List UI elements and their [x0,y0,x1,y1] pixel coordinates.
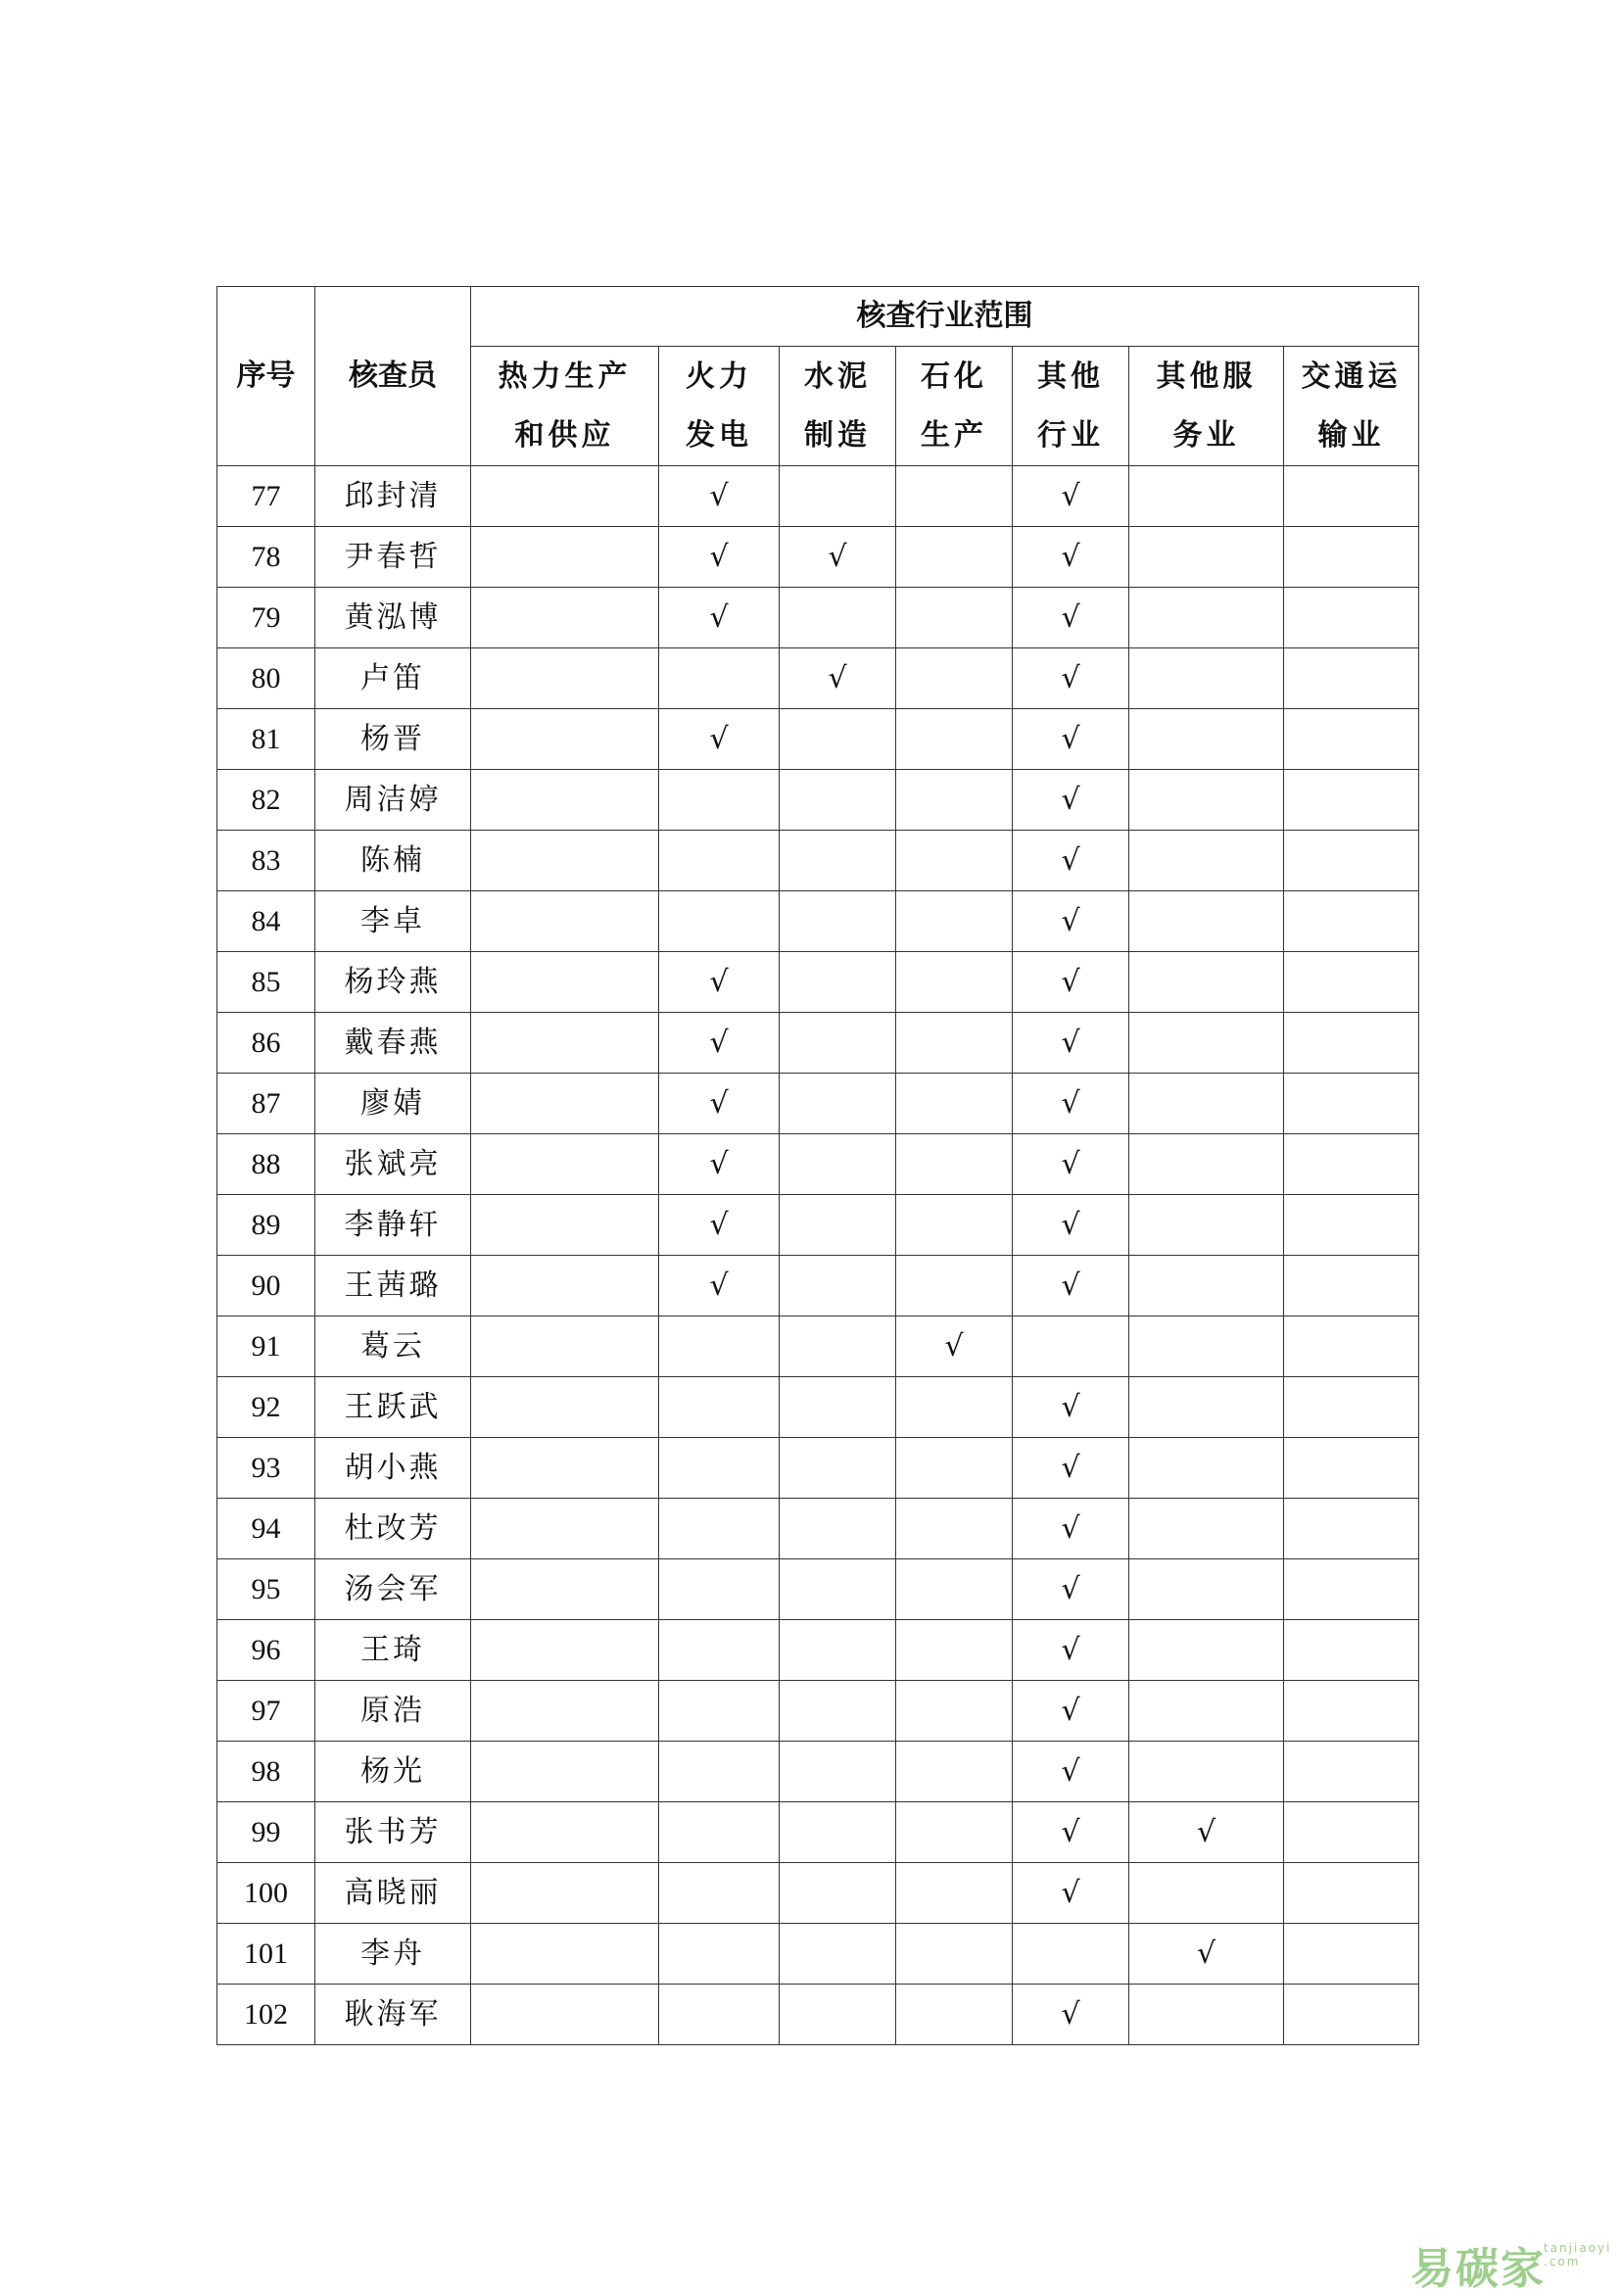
check-mark-cell: √ [780,527,896,588]
empty-cell [1284,1316,1419,1377]
row-number: 102 [217,1985,315,2045]
empty-cell [1129,1134,1284,1195]
empty-cell [780,770,896,831]
empty-cell [471,1316,659,1377]
empty-cell [1284,770,1419,831]
empty-cell [780,1742,896,1802]
empty-cell [780,1681,896,1742]
empty-cell [471,1559,659,1620]
empty-cell [1284,1681,1419,1742]
empty-cell [471,1134,659,1195]
empty-cell [659,1802,780,1863]
empty-cell [896,831,1013,891]
check-mark-cell: √ [896,1316,1013,1377]
empty-cell [1129,891,1284,952]
empty-cell [659,1316,780,1377]
table-row [217,1802,1419,1863]
header-inspector: 核查员 [315,287,471,466]
check-mark-cell: √ [1013,770,1129,831]
empty-cell [659,1742,780,1802]
empty-cell [1284,1438,1419,1499]
header-industry-line: 生产 [921,417,987,453]
header-industry-line: 石化 [921,359,987,394]
inspector-name: 原浩 [315,1681,471,1742]
empty-cell [1129,1681,1284,1742]
check-mark-cell: √ [1013,1681,1129,1742]
check-mark-cell: √ [1013,831,1129,891]
empty-cell [780,1377,896,1438]
empty-cell [471,1742,659,1802]
inspector-name: 戴春燕 [315,1013,471,1074]
header-industry-line: 输业 [1317,417,1385,453]
row-number: 97 [217,1681,315,1742]
empty-cell [1129,1742,1284,1802]
inspector-name: 卢笛 [315,648,471,709]
empty-cell [1129,1377,1284,1438]
empty-cell [471,1499,659,1559]
row-number: 90 [217,1256,315,1316]
table-row [217,1863,1419,1924]
header-scope: 核查行业范围 [471,287,1419,347]
row-number: 93 [217,1438,315,1499]
empty-cell [896,1195,1013,1256]
empty-cell [1284,1013,1419,1074]
empty-cell [1284,1074,1419,1134]
empty-cell [659,1499,780,1559]
check-mark-cell: √ [1013,1377,1129,1438]
empty-cell [471,466,659,527]
inspector-name: 张书芳 [315,1802,471,1863]
header-industry-line: 热力生产 [498,359,632,394]
table-body [217,466,1419,2045]
empty-cell [471,1195,659,1256]
empty-cell [780,1985,896,2045]
row-number: 81 [217,709,315,770]
header-industry-3 [896,347,1013,466]
check-mark-cell: √ [1013,1985,1129,2045]
empty-cell [896,588,1013,648]
empty-cell [471,831,659,891]
empty-cell [471,1256,659,1316]
header-industry-line: 其他服 [1156,359,1257,394]
header-industry-line: 水泥 [804,359,871,394]
empty-cell [1284,1924,1419,1985]
row-number: 86 [217,1013,315,1074]
empty-cell [471,1438,659,1499]
header-industry-line: 行业 [1037,417,1104,453]
empty-cell [780,1013,896,1074]
inspector-name: 周洁婷 [315,770,471,831]
table-row [217,952,1419,1013]
inspector-name: 王茜璐 [315,1256,471,1316]
empty-cell [1284,831,1419,891]
empty-cell [1284,1499,1419,1559]
check-mark-cell: √ [659,709,780,770]
inspector-name: 邱封清 [315,466,471,527]
table-row [217,466,1419,527]
table-row [217,1742,1419,1802]
empty-cell [780,1195,896,1256]
row-number: 78 [217,527,315,588]
empty-cell [896,1377,1013,1438]
empty-cell [471,770,659,831]
empty-cell [780,1256,896,1316]
header-industry-4 [1013,347,1129,466]
inspector-name: 廖婧 [315,1074,471,1134]
empty-cell [896,1499,1013,1559]
empty-cell [1284,648,1419,709]
brand-watermark [1410,2233,1612,2294]
empty-cell [659,1438,780,1499]
brand-watermark-site-line2: .com [1544,2255,1581,2269]
empty-cell [1129,1985,1284,2045]
empty-cell [1129,770,1284,831]
empty-cell [471,527,659,588]
inspector-name: 杨玲燕 [315,952,471,1013]
empty-cell [659,831,780,891]
row-number: 79 [217,588,315,648]
header-industry-0 [471,347,659,466]
table-row [217,891,1419,952]
row-number: 80 [217,648,315,709]
inspector-name: 汤会军 [315,1559,471,1620]
table-row [217,1377,1419,1438]
table-row [217,1134,1419,1195]
empty-cell [780,831,896,891]
empty-cell [896,1256,1013,1316]
empty-cell [780,466,896,527]
empty-cell [780,1863,896,1924]
row-number: 99 [217,1802,315,1863]
check-mark-cell: √ [659,1013,780,1074]
inspector-name: 李卓 [315,891,471,952]
brand-watermark-text: 易碳家 [1410,2244,1546,2294]
row-number: 96 [217,1620,315,1681]
table-row [217,1681,1419,1742]
empty-cell [471,1074,659,1134]
check-mark-cell: √ [1013,1134,1129,1195]
empty-cell [1284,1195,1419,1256]
check-mark-cell: √ [1013,527,1129,588]
inspector-name: 王琦 [315,1620,471,1681]
table-row [217,1438,1419,1499]
empty-cell [1284,1377,1419,1438]
empty-cell [1284,1134,1419,1195]
empty-cell [896,1134,1013,1195]
empty-cell [471,1924,659,1985]
empty-cell [659,770,780,831]
empty-cell [471,952,659,1013]
table-row [217,770,1419,831]
inspector-name: 杨晋 [315,709,471,770]
empty-cell [896,1620,1013,1681]
empty-cell [1129,648,1284,709]
check-mark-cell: √ [1013,1438,1129,1499]
check-mark-cell: √ [659,1195,780,1256]
row-number: 83 [217,831,315,891]
empty-cell [780,1074,896,1134]
row-number: 98 [217,1742,315,1802]
inspector-name: 黄泓博 [315,588,471,648]
empty-cell [896,1863,1013,1924]
empty-cell [1129,1559,1284,1620]
empty-cell [659,1863,780,1924]
empty-cell [780,709,896,770]
row-number: 100 [217,1863,315,1924]
row-number: 85 [217,952,315,1013]
brand-watermark-site [1544,2241,1611,2269]
empty-cell [471,1863,659,1924]
table-row [217,527,1419,588]
empty-cell [1284,1256,1419,1316]
empty-cell [780,1802,896,1863]
empty-cell [896,648,1013,709]
empty-cell [659,1377,780,1438]
table-row [217,1316,1419,1377]
empty-cell [896,527,1013,588]
empty-cell [896,952,1013,1013]
empty-cell [780,891,896,952]
empty-cell [659,891,780,952]
empty-cell [1129,466,1284,527]
table-row [217,1013,1419,1074]
inspector-name: 耿海军 [315,1985,471,2045]
row-number: 92 [217,1377,315,1438]
empty-cell [1284,466,1419,527]
header-industry-line: 制造 [804,417,871,453]
empty-cell [780,588,896,648]
inspector-name: 高晓丽 [315,1863,471,1924]
empty-cell [471,648,659,709]
header-industry-line: 和供应 [514,417,615,453]
empty-cell [1284,709,1419,770]
header-industry-2 [780,347,896,466]
header-industry-line: 火力 [686,359,752,394]
check-mark-cell: √ [659,527,780,588]
empty-cell [1284,952,1419,1013]
inspector-name: 杜改芳 [315,1499,471,1559]
empty-cell [1129,1256,1284,1316]
empty-cell [1129,1195,1284,1256]
header-industry-6 [1284,347,1419,466]
empty-cell [1129,1013,1284,1074]
check-mark-cell: √ [1013,1742,1129,1802]
empty-cell [780,952,896,1013]
empty-cell [1129,709,1284,770]
check-mark-cell: √ [1013,1013,1129,1074]
empty-cell [659,1924,780,1985]
empty-cell [1013,1316,1129,1377]
empty-cell [659,648,780,709]
empty-cell [1129,1499,1284,1559]
empty-cell [896,1681,1013,1742]
empty-cell [896,1985,1013,2045]
row-number: 84 [217,891,315,952]
inspector-name: 胡小燕 [315,1438,471,1499]
empty-cell [1129,1863,1284,1924]
header-industry-line: 其他 [1037,359,1104,394]
inspector-name: 王跃武 [315,1377,471,1438]
row-number: 87 [217,1074,315,1134]
row-number: 101 [217,1924,315,1985]
header-industry-line: 务业 [1172,417,1240,453]
empty-cell [659,1985,780,2045]
check-mark-cell: √ [1013,1499,1129,1559]
inspector-name: 葛云 [315,1316,471,1377]
empty-cell [896,1438,1013,1499]
table-row [217,709,1419,770]
inspector-industry-table [216,286,1419,2045]
empty-cell [471,1377,659,1438]
table-row [217,1620,1419,1681]
empty-cell [780,1559,896,1620]
empty-cell [896,1742,1013,1802]
check-mark-cell: √ [1013,1195,1129,1256]
empty-cell [896,1802,1013,1863]
brand-watermark-site-line1: tanjiaoyi [1544,2241,1612,2255]
inspector-name: 杨光 [315,1742,471,1802]
header-industry-line: 交通运 [1301,359,1402,394]
empty-cell [471,1985,659,2045]
empty-cell [471,1620,659,1681]
inspector-name: 陈楠 [315,831,471,891]
check-mark-cell: √ [1013,588,1129,648]
empty-cell [1284,1985,1419,2045]
empty-cell [780,1316,896,1377]
empty-cell [659,1681,780,1742]
check-mark-cell: √ [1013,709,1129,770]
empty-cell [1284,891,1419,952]
empty-cell [471,709,659,770]
check-mark-cell: √ [1129,1802,1284,1863]
empty-cell [471,588,659,648]
empty-cell [780,1134,896,1195]
empty-cell [896,891,1013,952]
table-row [217,1256,1419,1316]
check-mark-cell: √ [1013,1620,1129,1681]
empty-cell [780,1924,896,1985]
check-mark-cell: √ [1129,1924,1284,1985]
check-mark-cell: √ [1013,891,1129,952]
empty-cell [780,1499,896,1559]
inspector-name: 李舟 [315,1924,471,1985]
row-number: 77 [217,466,315,527]
table-row [217,648,1419,709]
header-industry-1 [659,347,780,466]
check-mark-cell: √ [1013,1074,1129,1134]
table-row [217,1985,1419,2045]
row-number: 94 [217,1499,315,1559]
empty-cell [659,1559,780,1620]
empty-cell [1284,1863,1419,1924]
header-seq: 序号 [217,287,315,466]
check-mark-cell: √ [659,1074,780,1134]
table-row [217,1195,1419,1256]
empty-cell [1284,1620,1419,1681]
header-industry-5 [1129,347,1284,466]
empty-cell [1129,1620,1284,1681]
check-mark-cell: √ [659,1256,780,1316]
check-mark-cell: √ [659,466,780,527]
check-mark-cell: √ [1013,1256,1129,1316]
empty-cell [1284,588,1419,648]
empty-cell [1129,831,1284,891]
empty-cell [471,1802,659,1863]
empty-cell [896,466,1013,527]
empty-cell [1129,1074,1284,1134]
empty-cell [1013,1924,1129,1985]
row-number: 95 [217,1559,315,1620]
row-number: 82 [217,770,315,831]
row-number: 88 [217,1134,315,1195]
empty-cell [896,1559,1013,1620]
empty-cell [1129,1316,1284,1377]
empty-cell [471,891,659,952]
inspector-name: 尹春哲 [315,527,471,588]
table-row [217,831,1419,891]
empty-cell [896,1074,1013,1134]
inspector-name: 张斌亮 [315,1134,471,1195]
empty-cell [1284,1802,1419,1863]
header-row-top [217,287,1419,347]
empty-cell [1129,588,1284,648]
table-header [217,287,1419,466]
empty-cell [780,1620,896,1681]
check-mark-cell: √ [780,648,896,709]
row-number: 91 [217,1316,315,1377]
table-row [217,588,1419,648]
empty-cell [471,1681,659,1742]
empty-cell [659,1620,780,1681]
empty-cell [1129,1438,1284,1499]
check-mark-cell: √ [1013,1802,1129,1863]
empty-cell [780,1438,896,1499]
header-industry-line: 发电 [686,417,752,453]
empty-cell [896,770,1013,831]
check-mark-cell: √ [659,588,780,648]
check-mark-cell: √ [1013,466,1129,527]
empty-cell [896,709,1013,770]
check-mark-cell: √ [659,1134,780,1195]
empty-cell [896,1013,1013,1074]
table-row [217,1924,1419,1985]
check-mark-cell: √ [1013,648,1129,709]
empty-cell [896,1924,1013,1985]
check-mark-cell: √ [1013,1559,1129,1620]
empty-cell [1284,527,1419,588]
empty-cell [471,1013,659,1074]
empty-cell [1284,1559,1419,1620]
empty-cell [1129,527,1284,588]
inspector-name: 李静轩 [315,1195,471,1256]
check-mark-cell: √ [1013,1863,1129,1924]
table-row [217,1559,1419,1620]
empty-cell [1284,1742,1419,1802]
empty-cell [1129,952,1284,1013]
row-number: 89 [217,1195,315,1256]
check-mark-cell: √ [659,952,780,1013]
table-row [217,1499,1419,1559]
table-row [217,1074,1419,1134]
check-mark-cell: √ [1013,952,1129,1013]
